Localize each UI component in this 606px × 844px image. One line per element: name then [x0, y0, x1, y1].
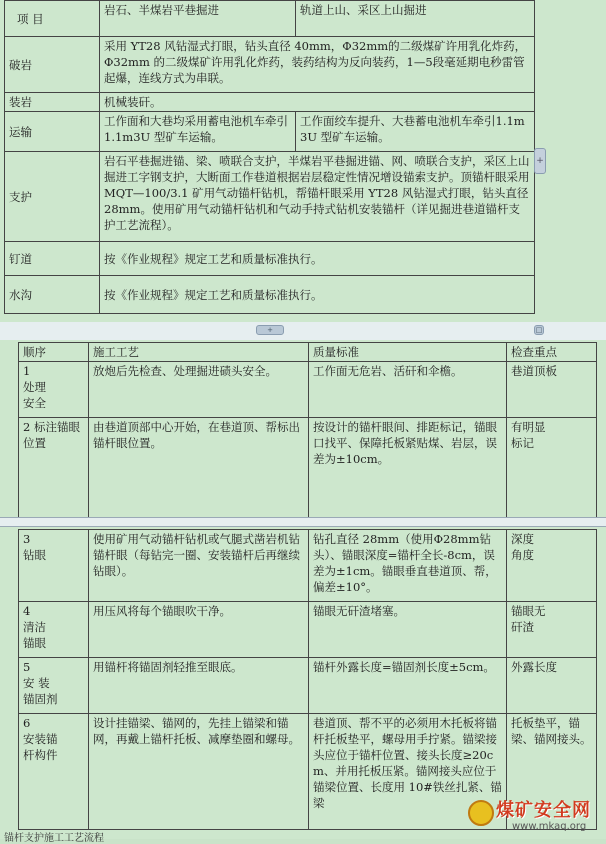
step-process: 使用矿用气动锚杆钻机或气腿式凿岩机钻锚杆眼（每钻完一圈、安装锚杆后再继续钻眼）。 [89, 530, 309, 602]
col-header-process: 施工工艺 [89, 343, 309, 362]
row-label: 破岩 [5, 37, 100, 93]
page-gap [0, 517, 606, 527]
step-order: 4 清洁 锚眼 [19, 602, 89, 658]
page-break-handle-icon[interactable]: + [256, 325, 284, 335]
step-order: 6 安装锚 杆构件 [19, 714, 89, 830]
row-label: 水沟 [5, 276, 100, 314]
col-header-standard: 质量标准 [309, 343, 507, 362]
step-process: 由巷道顶部中心开始，在巷道顶、帮标出锚杆眼位置。 [89, 418, 309, 518]
header-col-a: 岩石、半煤岩平巷掘进 [100, 1, 296, 37]
expand-right-icon[interactable]: + [534, 148, 546, 174]
row-text: 岩石平巷掘进锚、梁、喷联合支护，半煤岩平巷掘进锚、网、喷联合支护，采区上山掘进工字钢支护，大断面工作巷道根据岩层稳定性情况增设锚索支护。顶锚杆眼采用 MQT—100/3.1 矿用气动锚杆钻机，帮锚杆眼采用 YT28 风钻湿式打眼，钻头直径 28mm。使用矿用气动锚杆钻机和气动手持式钻机安装锚杆（详见掘进巷道锚杆支护工艺流程）。 [100, 152, 535, 242]
step-check: 外露长度 [507, 658, 597, 714]
step-standard: 按设计的锚杆眼间、排距标记，锚眼口找平、保障托板紧贴煤、岩层，误差为±10cm。 [309, 418, 507, 518]
col-header-check: 检查重点 [507, 343, 597, 362]
step-standard: 工作面无危岩、活矸和伞檐。 [309, 362, 507, 418]
step-standard: 巷道顶、帮不平的必须用木托板将锚杆托板垫平，螺母用手拧紧。锚梁接头应位于锚杆位置、接头长度≥20cm、并用托板压紧。锚网接头应位于锚梁位置、长度用 10#铁丝扎紧、锚梁 [309, 714, 507, 830]
document-page-1 [0, 0, 606, 322]
step-process: 设计挂锚梁、锚网的，先挂上锚梁和锚网，再戴上锚杆托板、减摩垫圈和螺母。 [89, 714, 309, 830]
step-check: 深度 角度 [507, 530, 597, 602]
step-standard: 钻孔直径 28mm（使用Φ28mm钻头）、锚眼深度=锚杆全长-8cm，误差为±1cm。锚眼垂直巷道顶、帮，偏差±10°。 [309, 530, 507, 602]
document-page-2 [0, 340, 606, 517]
row-text-b: 工作面绞车提升、大巷蓄电池机车牵引1.1m3U 型矿车运输。 [296, 112, 535, 152]
step-order: 1 处理 安全 [19, 362, 89, 418]
header-label: 项 目 [5, 1, 100, 37]
header-col-b: 轨道上山、采区上山掘进 [296, 1, 535, 37]
col-header-order: 顺序 [19, 343, 89, 362]
watermark-url: www.mkaq.org [512, 821, 587, 832]
row-label: 支护 [5, 152, 100, 242]
bolt-process-table-continued [18, 529, 597, 830]
step-process: 用压风将每个锚眼吹干净。 [89, 602, 309, 658]
site-logo-icon [468, 800, 494, 826]
step-check: 锚眼无 矸渣 [507, 602, 597, 658]
row-label: 运输 [5, 112, 100, 152]
watermark-title: 煤矿安全网 [496, 800, 591, 821]
row-label: 装岩 [5, 93, 100, 112]
excavation-process-table [4, 0, 535, 314]
step-standard: 锚眼无矸渣堵塞。 [309, 602, 507, 658]
step-order: 5 安 装 锚固剂 [19, 658, 89, 714]
page-gap [0, 322, 606, 340]
row-text: 按《作业规程》规定工艺和质量标准执行。 [100, 242, 535, 276]
step-order: 2 标注锚眼位置 [19, 418, 89, 518]
bolt-process-table [18, 342, 597, 518]
row-text-a: 工作面和大巷均采用蓄电池机车牵引1.1m3U 型矿车运输。 [100, 112, 296, 152]
step-process: 放炮后先检查、处理掘进碛头安全。 [89, 362, 309, 418]
row-label: 钉道 [5, 242, 100, 276]
corner-handle-icon[interactable]: □ [535, 326, 543, 334]
row-text: 按《作业规程》规定工艺和质量标准执行。 [100, 276, 535, 314]
step-process: 用锚杆将锚固剂轻推至眼底。 [89, 658, 309, 714]
step-order: 3 钻眼 [19, 530, 89, 602]
step-check: 巷道顶板 [507, 362, 597, 418]
step-standard: 锚杆外露长度=锚固剂长度±5cm。 [309, 658, 507, 714]
document-page-3 [0, 527, 606, 839]
row-text: 采用 YT28 风钻湿式打眼，钻头直径 40mm，Φ32mm的二级煤矿许用乳化炸药，Φ32mm 的二级煤矿许用乳化炸药，装药结构为反向装药，1—5段毫延期电秒雷管起爆，连线方式为串联。 [100, 37, 535, 93]
row-text: 机械装矸。 [100, 93, 535, 112]
step-check: 有明显 标记 [507, 418, 597, 518]
footer-fragment: 锚杆支护施工工艺流程 [4, 833, 104, 844]
step-check: 托板垫平，锚梁、锚网接头。 [507, 714, 597, 830]
